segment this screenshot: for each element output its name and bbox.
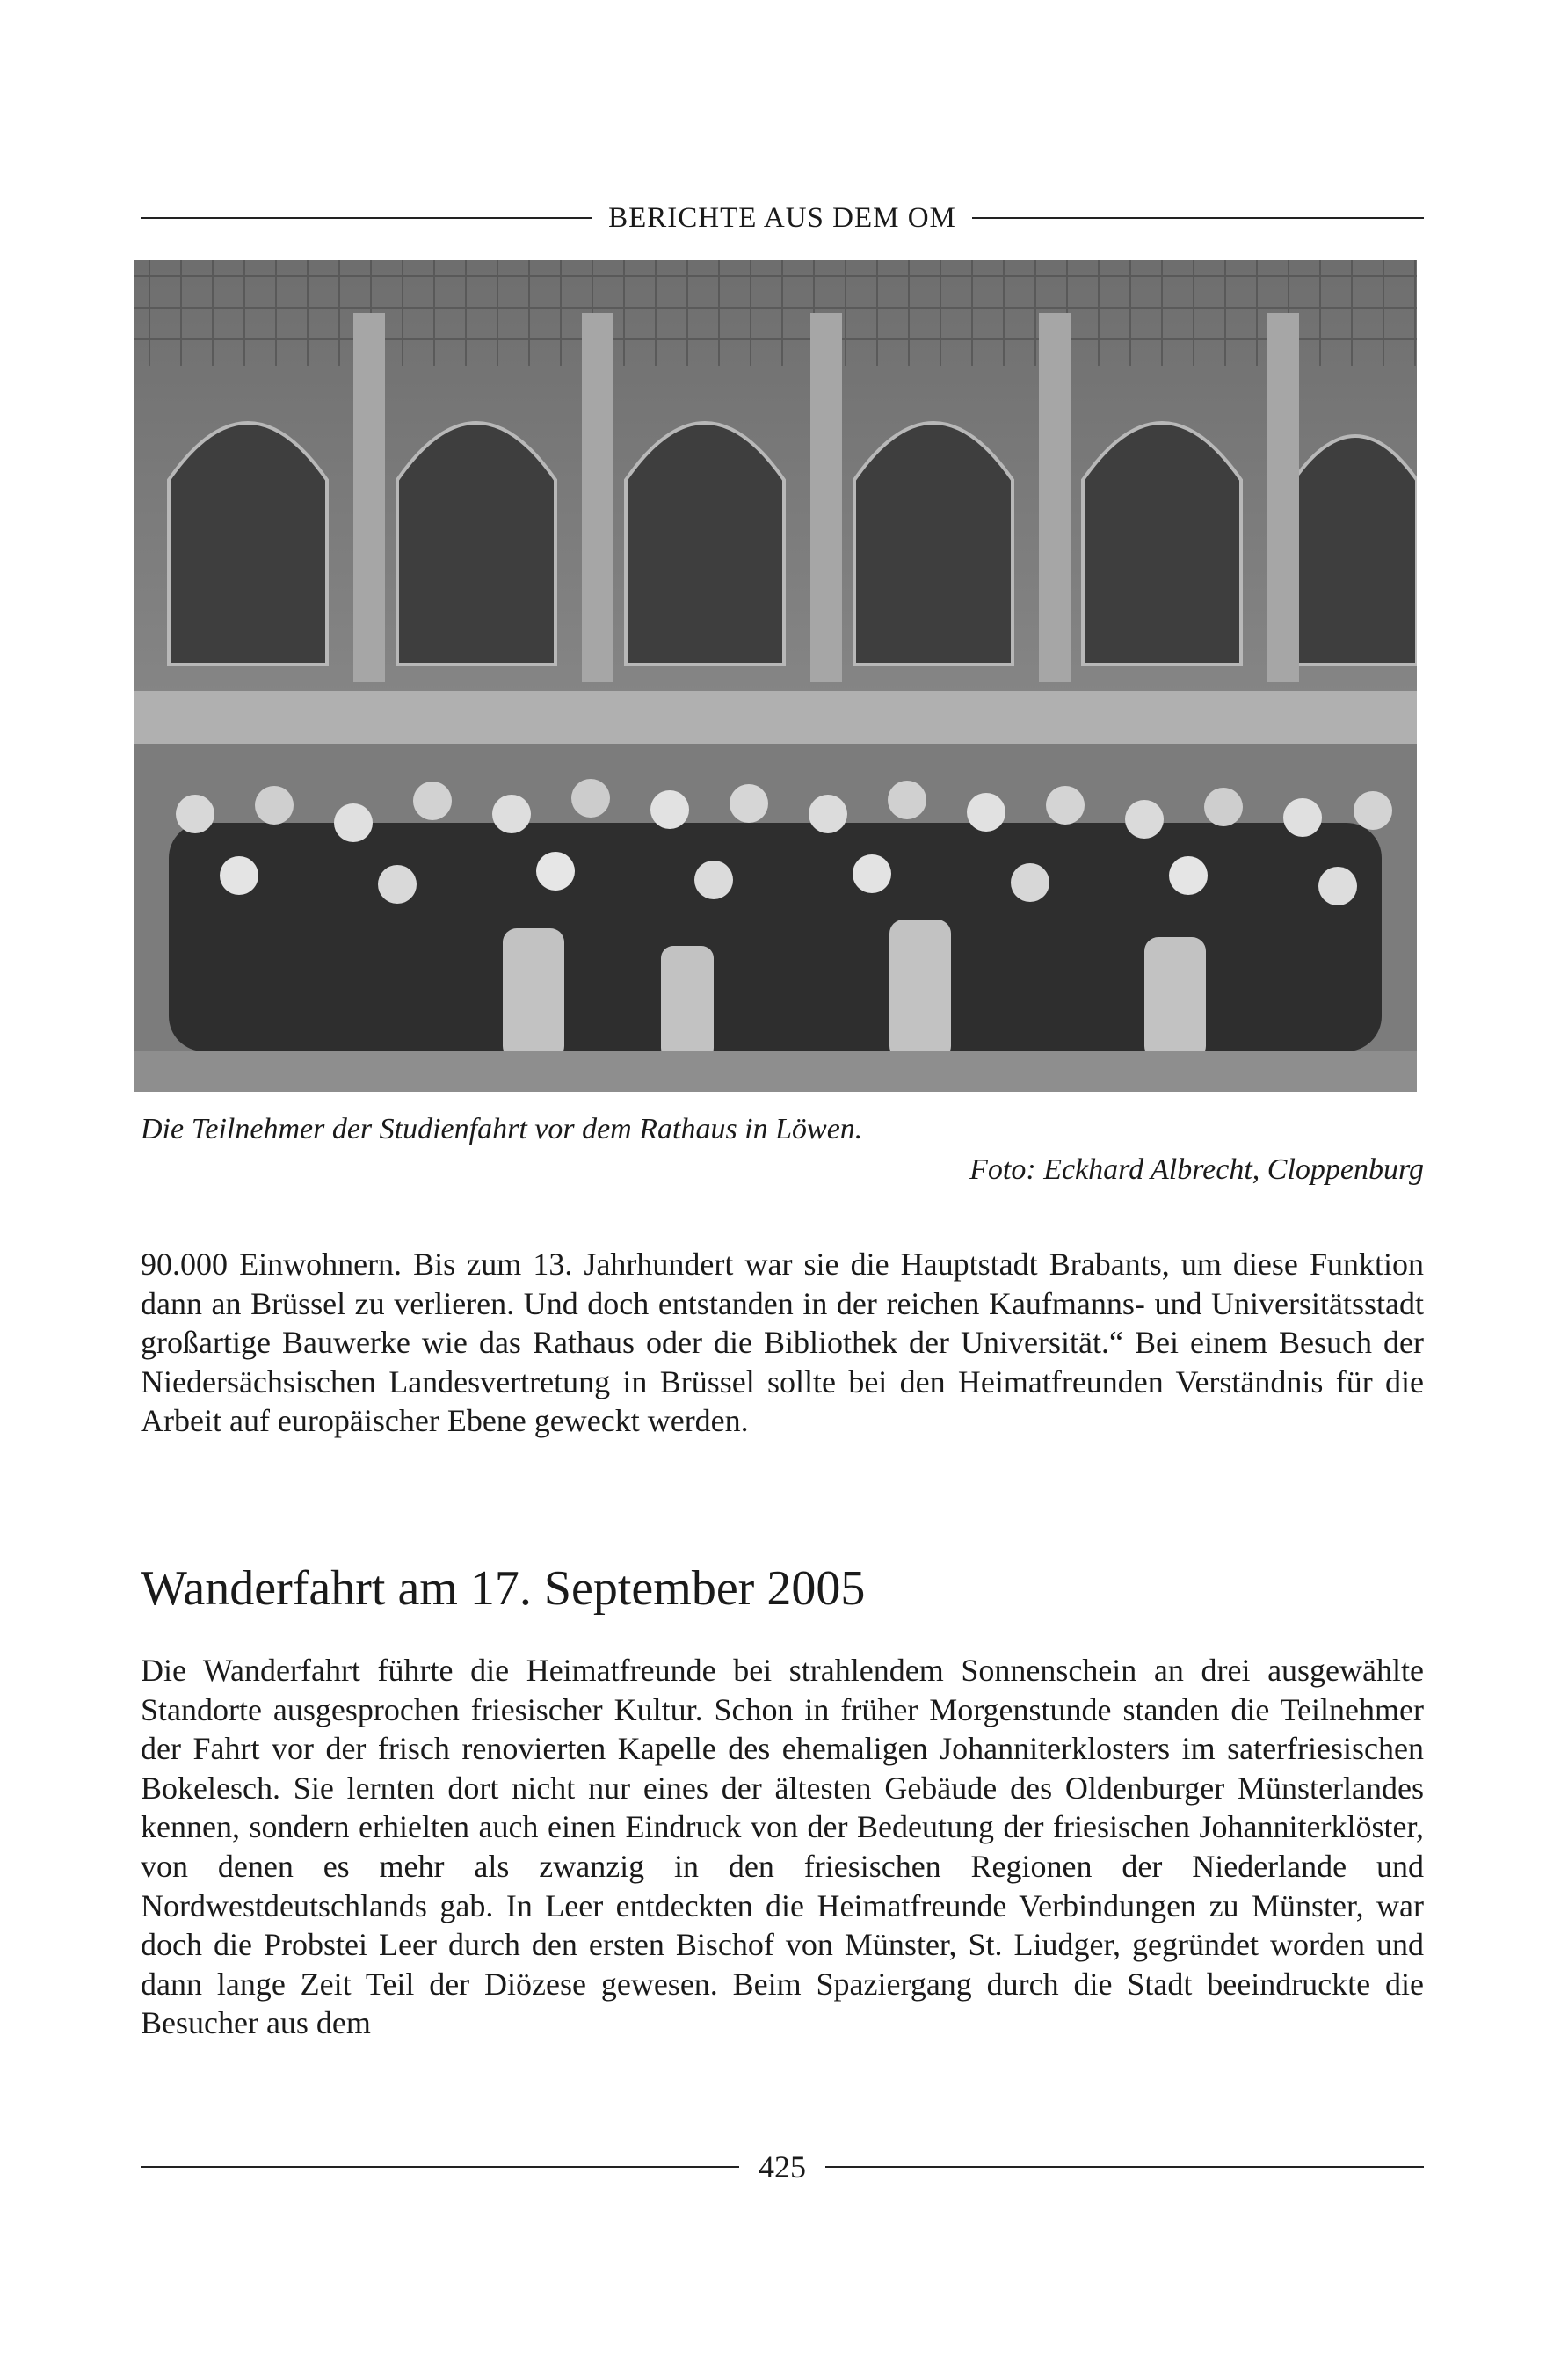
header-rule-right <box>972 217 1424 219</box>
body-paragraph-1: 90.000 Einwohnern. Bis zum 13. Jahrhundert war sie die Hauptstadt Brabants, um diese Funktion dann an Brüssel zu verlieren. Und doch entstanden in der reichen Kaufmanns- und Universitätsstadt großartige Bauwerke wie das Rathaus oder die Bibliothek der Universität.“ Bei einem Besuch der Niedersächsischen Landesvertretung in Brüssel sollte bei den Heimatfreunden Verständnis für die Arbeit auf europäischer Ebene geweckt werden. <box>141 1247 1424 1439</box>
footer-rule-right <box>825 2166 1424 2168</box>
section-heading: Wanderfahrt am 17. September 2005 <box>141 1561 866 1616</box>
photo-illustration <box>134 260 1417 1092</box>
page-number: 425 <box>759 2149 806 2185</box>
figure-caption <box>141 1109 1424 1190</box>
page-footer <box>141 2145 1424 2189</box>
header-rule-left <box>141 217 592 219</box>
running-title: BERICHTE AUS DEM OM <box>608 201 956 234</box>
group-photo <box>134 260 1417 1092</box>
photo-credit: Foto: Eckhard Albrecht, Cloppenburg <box>969 1153 1424 1186</box>
running-header <box>141 199 1424 237</box>
footer-rule-left <box>141 2166 739 2168</box>
caption-text: Die Teilnehmer der Studienfahrt vor dem Rathaus in Löwen. <box>141 1113 863 1145</box>
body-paragraph-2: Die Wanderfahrt führte die Heimatfreunde bei strahlendem Sonnenschein an drei ausgewählte Standorte ausgesprochen friesischer Kultur. Schon in früher Morgenstunde standen die Teilnehmer der Fahrt vor der frisch renovierten Kapelle des ehemaligen Johanniterklosters im saterfriesischen Bokelesch. Sie lernten dort nicht nur eines der ältesten Gebäude des Oldenburger Münsterlandes kennen, sondern erhielten auch einen Eindruck von der Bedeutung der friesischen Johanniterklöster, von denen es mehr als zwanzig in den friesischen Regionen der Niederlande und Nordwestdeutschlands gab. In Leer entdeckten die Heimatfreunde Verbindungen zu Münster, war doch die Probstei Leer durch den ersten Bischof von Münster, St. Liudger, gegründet worden und dann lange Zeit Teil der Diözese gewesen. Beim Spaziergang durch die Stadt beeindruckte die Besucher aus dem <box>141 1653 1424 2041</box>
